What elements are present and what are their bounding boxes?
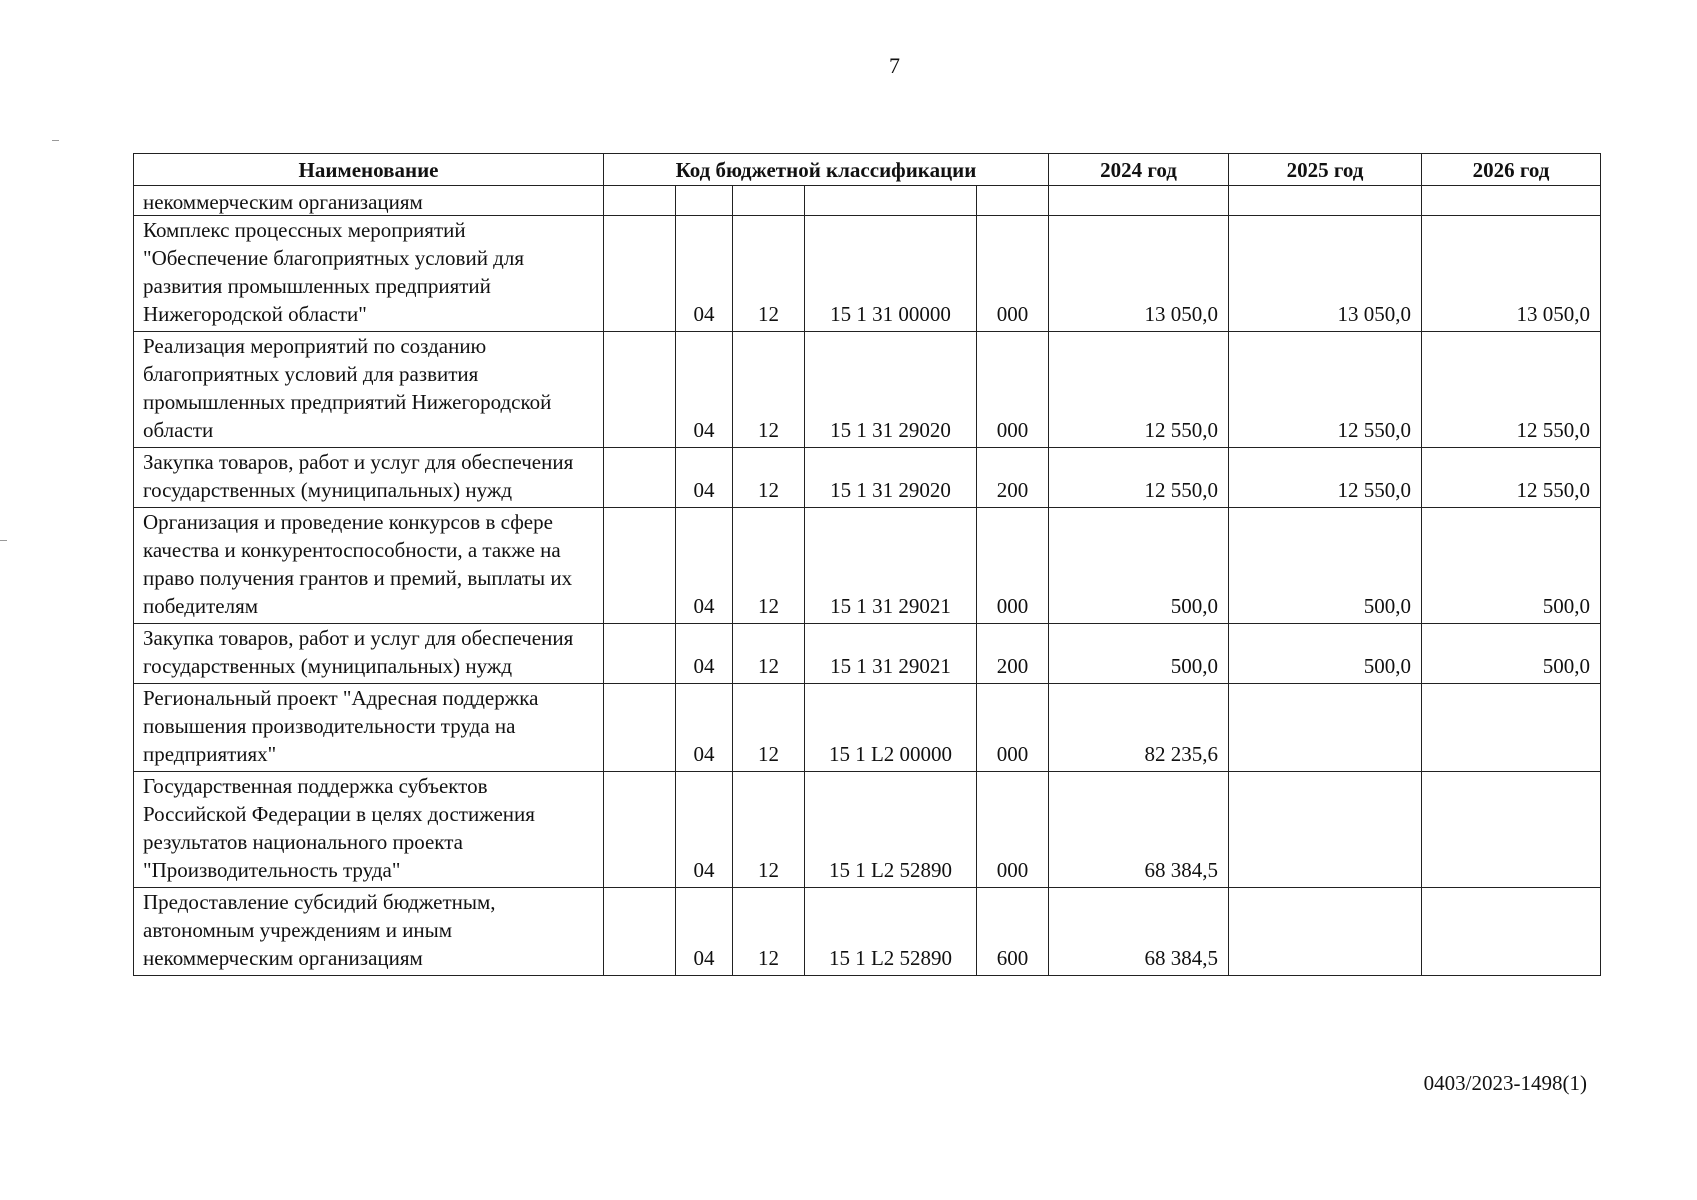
cell-2025: 12 550,0 [1229,448,1422,508]
margin-mark [52,140,59,141]
cell-section-code: 04 [676,624,733,684]
header-2025: 2025 год [1229,154,1422,186]
cell-target-code: 15 1 L2 52890 [805,772,977,888]
cell-2026 [1422,772,1601,888]
cell-name: Закупка товаров, работ и услуг для обеспечения государственных (муниципальных) нужд [134,448,604,508]
cell-ministry-code [604,508,676,624]
cell-2024: 500,0 [1049,624,1229,684]
cell-subsection-code: 12 [733,216,805,332]
cell-2026 [1422,684,1601,772]
cell-2024: 82 235,6 [1049,684,1229,772]
table-row [134,186,1601,216]
cell-2026: 12 550,0 [1422,332,1601,448]
table-row [134,332,1601,448]
cell-ministry-code [604,772,676,888]
table-row [134,624,1601,684]
cell-ministry-code [604,186,676,216]
cell-2026: 500,0 [1422,624,1601,684]
cell-name: Государственная поддержка субъектов Российской Федерации в целях достижения результатов национального проекта "Производительность труда" [134,772,604,888]
cell-target-code: 15 1 L2 00000 [805,684,977,772]
cell-2024: 68 384,5 [1049,888,1229,976]
cell-target-code: 15 1 31 29021 [805,624,977,684]
cell-expense-type-code: 200 [977,448,1049,508]
cell-2026: 500,0 [1422,508,1601,624]
cell-section-code: 04 [676,508,733,624]
cell-2025: 500,0 [1229,508,1422,624]
table-header-row [134,154,1601,186]
cell-2025: 12 550,0 [1229,332,1422,448]
cell-ministry-code [604,888,676,976]
table-row [134,216,1601,332]
cell-subsection-code: 12 [733,508,805,624]
cell-subsection-code: 12 [733,888,805,976]
header-code: Код бюджетной классификации [604,154,1049,186]
cell-expense-type-code [977,186,1049,216]
cell-section-code: 04 [676,888,733,976]
cell-expense-type-code: 000 [977,508,1049,624]
cell-2026: 13 050,0 [1422,216,1601,332]
cell-section-code: 04 [676,684,733,772]
margin-mark [0,540,7,541]
table-row [134,448,1601,508]
cell-2024: 68 384,5 [1049,772,1229,888]
cell-section-code: 04 [676,448,733,508]
cell-name: Региональный проект "Адресная поддержка повышения производительности труда на предприятиях" [134,684,604,772]
cell-expense-type-code: 200 [977,624,1049,684]
cell-expense-type-code: 000 [977,684,1049,772]
cell-subsection-code: 12 [733,772,805,888]
page-number: 7 [889,53,900,78]
cell-target-code: 15 1 31 29020 [805,448,977,508]
cell-ministry-code [604,448,676,508]
cell-section-code: 04 [676,772,733,888]
table-row [134,772,1601,888]
cell-name: Реализация мероприятий по созданию благоприятных условий для развития промышленных предприятий Нижегородской области [134,332,604,448]
cell-subsection-code: 12 [733,684,805,772]
cell-subsection-code [733,186,805,216]
cell-2024: 500,0 [1049,508,1229,624]
cell-2026 [1422,888,1601,976]
cell-subsection-code: 12 [733,624,805,684]
cell-name: Предоставление субсидий бюджетным, автономным учреждениям и иным некоммерческим организациям [134,888,604,976]
cell-2025 [1229,684,1422,772]
cell-expense-type-code: 600 [977,888,1049,976]
header-2024: 2024 год [1049,154,1229,186]
cell-section-code: 04 [676,332,733,448]
cell-target-code: 15 1 31 29021 [805,508,977,624]
cell-2024: 12 550,0 [1049,448,1229,508]
cell-ministry-code [604,216,676,332]
budget-table [133,153,1601,976]
cell-ministry-code [604,684,676,772]
cell-ministry-code [604,624,676,684]
cell-2026: 12 550,0 [1422,448,1601,508]
document-code: 0403/2023-1498(1) [1423,1071,1587,1095]
cell-section-code: 04 [676,216,733,332]
table-row [134,888,1601,976]
header-name: Наименование [134,154,604,186]
cell-name: Закупка товаров, работ и услуг для обеспечения государственных (муниципальных) нужд [134,624,604,684]
table-body [134,186,1601,976]
cell-2025 [1229,888,1422,976]
cell-subsection-code: 12 [733,448,805,508]
cell-2024: 12 550,0 [1049,332,1229,448]
cell-2025 [1229,186,1422,216]
cell-expense-type-code: 000 [977,216,1049,332]
cell-expense-type-code: 000 [977,332,1049,448]
cell-ministry-code [604,332,676,448]
table-row [134,508,1601,624]
cell-2024: 13 050,0 [1049,216,1229,332]
cell-2025 [1229,772,1422,888]
cell-target-code: 15 1 L2 52890 [805,888,977,976]
cell-section-code [676,186,733,216]
cell-target-code: 15 1 31 00000 [805,216,977,332]
cell-name: Организация и проведение конкурсов в сфере качества и конкурентоспособности, а также на право получения грантов и премий, выплаты их победителям [134,508,604,624]
header-2026: 2026 год [1422,154,1601,186]
cell-name: некоммерческим организациям [134,186,604,216]
cell-2026 [1422,186,1601,216]
cell-target-code [805,186,977,216]
cell-target-code: 15 1 31 29020 [805,332,977,448]
cell-subsection-code: 12 [733,332,805,448]
cell-2024 [1049,186,1229,216]
cell-expense-type-code: 000 [977,772,1049,888]
table-row [134,684,1601,772]
cell-name: Комплекс процессных мероприятий "Обеспечение благоприятных условий для развития промышленных предприятий Нижегородской области" [134,216,604,332]
cell-2025: 13 050,0 [1229,216,1422,332]
cell-2025: 500,0 [1229,624,1422,684]
